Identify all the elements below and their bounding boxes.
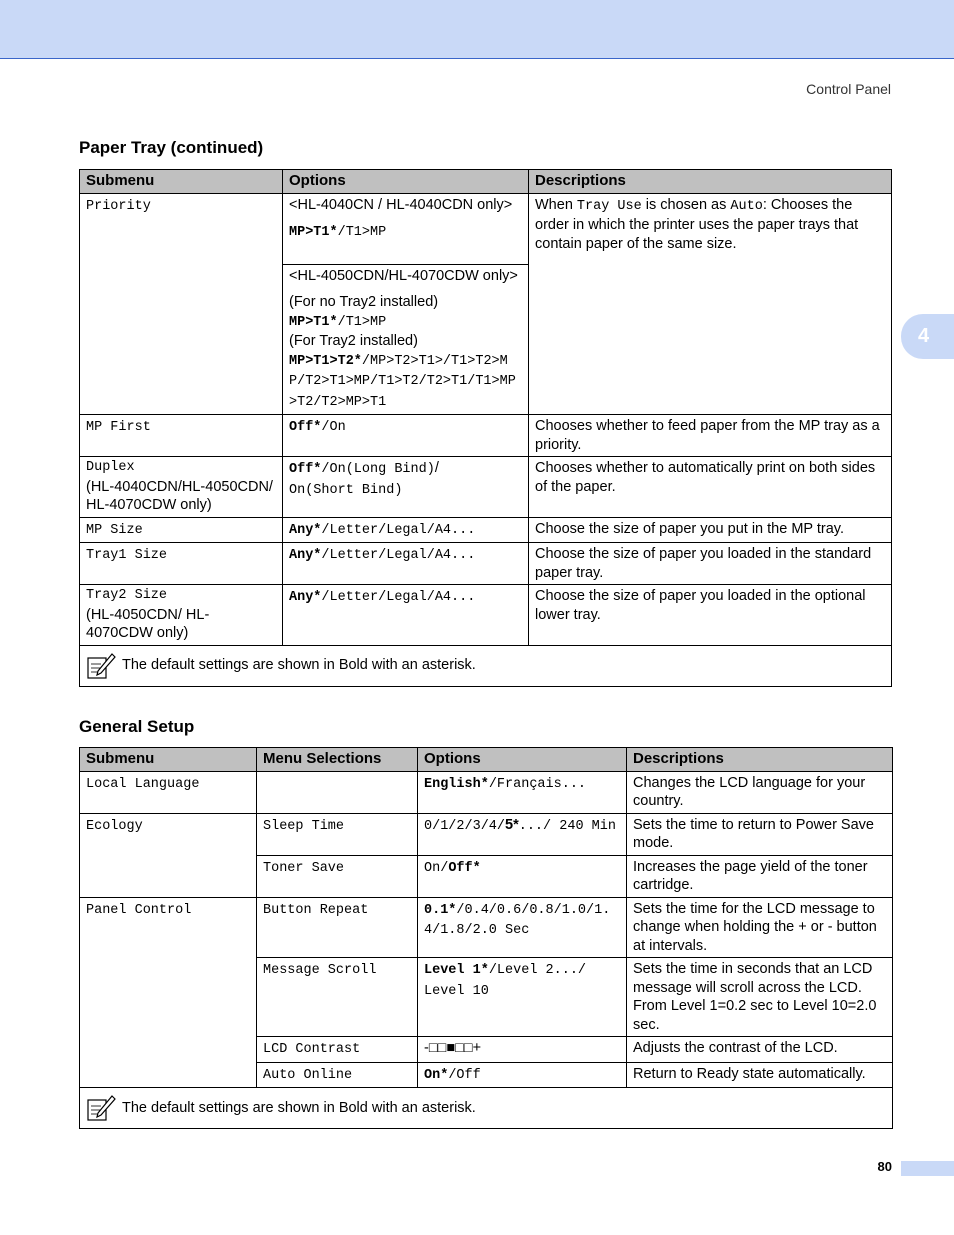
description-cell: When Tray Use is chosen as Auto: Chooses the order in which the printer uses the paper trays that contain paper of the same size. [529, 193, 892, 415]
options-cell: 0.1*/0.4/0.6/0.8/1.0/1.4/1.8/2.0 Sec [418, 897, 627, 958]
note-pencil-icon [86, 1094, 116, 1122]
note-row [80, 645, 892, 686]
description-cell: Adjusts the contrast of the LCD. [627, 1037, 893, 1063]
table-row [80, 415, 892, 457]
table-row [80, 457, 892, 518]
options-cell: Off*/On [283, 415, 529, 457]
selection-cell: Button Repeat [257, 897, 418, 958]
table-row [80, 193, 892, 264]
page-number: 80 [877, 1159, 892, 1174]
description-cell: Changes the LCD language for your country. [627, 771, 893, 813]
option-values: MP>T1>T2*/MP>T2>T1>/T1>T2>MP/T2>T1>MP/T1>T2/T2>T1/T1>MP>T2/T2>MP>T1 [289, 353, 516, 410]
col-header: Submenu [80, 170, 283, 194]
description-cell: Sets the time to return to Power Save mode. [627, 813, 893, 855]
submenu-cell: Local Language [80, 771, 257, 813]
paper-tray-table [79, 169, 892, 687]
general-setup-table [79, 747, 893, 1129]
submenu-cell: Tray2 Size (HL-4050CDN/ HL-4070CDW only) [80, 585, 283, 646]
options-cell [283, 193, 529, 264]
submenu-cell: Duplex (HL-4040CDN/HL-4050CDN/ HL-4070CDW only) [80, 457, 283, 518]
description-cell: Choose the size of paper you loaded in the standard paper tray. [529, 543, 892, 585]
col-header: Submenu [80, 748, 257, 772]
options-cell [283, 264, 529, 415]
selection-cell: LCD Contrast [257, 1037, 418, 1063]
table-row [80, 771, 893, 813]
description-cell: Increases the page yield of the toner cartridge. [627, 855, 893, 897]
option-note: (For no Tray2 installed) [289, 294, 439, 310]
model-note: <HL-4050CDN/HL-4070CDW only> [289, 267, 518, 284]
header-band [0, 0, 954, 59]
chapter-number: 4 [917, 325, 930, 347]
description-cell: Return to Ready state automatically. [627, 1062, 893, 1088]
description-cell: Choose the size of paper you loaded in the optional lower tray. [529, 585, 892, 646]
options-cell: Off*/On(Long Bind)/ On(Short Bind) [283, 457, 529, 518]
description-cell: Chooses whether to feed paper from the MP tray as a priority. [529, 415, 892, 457]
model-note: <HL-4040CN / HL-4040CDN only> [289, 196, 513, 213]
table-row [80, 897, 893, 958]
table-header-row [80, 170, 892, 194]
contrast-scale: -□□■□□+ [424, 1040, 482, 1056]
col-header: Descriptions [627, 748, 893, 772]
submenu-cell: MP Size [80, 517, 283, 543]
options-cell: 0/1/2/3/4/5*.../ 240 Min [418, 813, 627, 855]
options-cell [418, 1037, 627, 1063]
options-cell: Any*/Letter/Legal/A4... [283, 585, 529, 646]
submenu-cell [80, 193, 283, 415]
description-cell: Chooses whether to automatically print on both sides of the paper. [529, 457, 892, 518]
selection-cell: Message Scroll [257, 958, 418, 1037]
submenu-priority: Priority [86, 198, 151, 214]
table-row [80, 813, 893, 855]
note-text: The default settings are shown in Bold with an asterisk. [122, 657, 476, 674]
options-cell: On/Off* [418, 855, 627, 897]
col-header: Options [418, 748, 627, 772]
option-values: MP>T1*/T1>MP [289, 314, 387, 330]
paper-tray-heading: Paper Tray (continued) [79, 138, 264, 157]
description-cell: Sets the time for the LCD message to change when holding the + or - button at intervals. [627, 897, 893, 958]
note-text: The default settings are shown in Bold with an asterisk. [122, 1099, 476, 1116]
options-cell: On*/Off [418, 1062, 627, 1088]
table-row [80, 543, 892, 585]
description-cell: Choose the size of paper you put in the MP tray. [529, 517, 892, 543]
options-cell: Any*/Letter/Legal/A4... [283, 517, 529, 543]
description-cell: Sets the time in seconds that an LCD message will scroll across the LCD. From Level 1=0.2 sec to Level 10=2.0 sec. [627, 958, 893, 1037]
submenu-cell: Ecology [80, 813, 257, 897]
table-header-row [80, 748, 893, 772]
submenu-cell: MP First [80, 415, 283, 457]
option-values: MP>T1*/T1>MP [289, 225, 387, 240]
note-pencil-icon [86, 652, 116, 680]
col-header: Descriptions [529, 170, 892, 194]
col-header: Menu Selections [257, 748, 418, 772]
options-cell: Any*/Letter/Legal/A4... [283, 543, 529, 585]
options-cell: Level 1*/Level 2.../ Level 10 [418, 958, 627, 1037]
selection-cell [257, 771, 418, 813]
table-row [80, 517, 892, 543]
page-number-bar [901, 1161, 954, 1176]
chapter-tab [901, 314, 954, 359]
options-cell: English*/Français... [418, 771, 627, 813]
table-row [80, 585, 892, 646]
col-header: Options [283, 170, 529, 194]
running-title: Control Panel [806, 81, 891, 97]
selection-cell: Toner Save [257, 855, 418, 897]
general-setup-heading: General Setup [79, 717, 195, 736]
selection-cell: Auto Online [257, 1062, 418, 1088]
submenu-cell: Panel Control [80, 897, 257, 1088]
selection-cell: Sleep Time [257, 813, 418, 855]
option-note: (For Tray2 installed) [289, 333, 418, 349]
submenu-cell: Tray1 Size [80, 543, 283, 585]
note-row [80, 1088, 893, 1129]
